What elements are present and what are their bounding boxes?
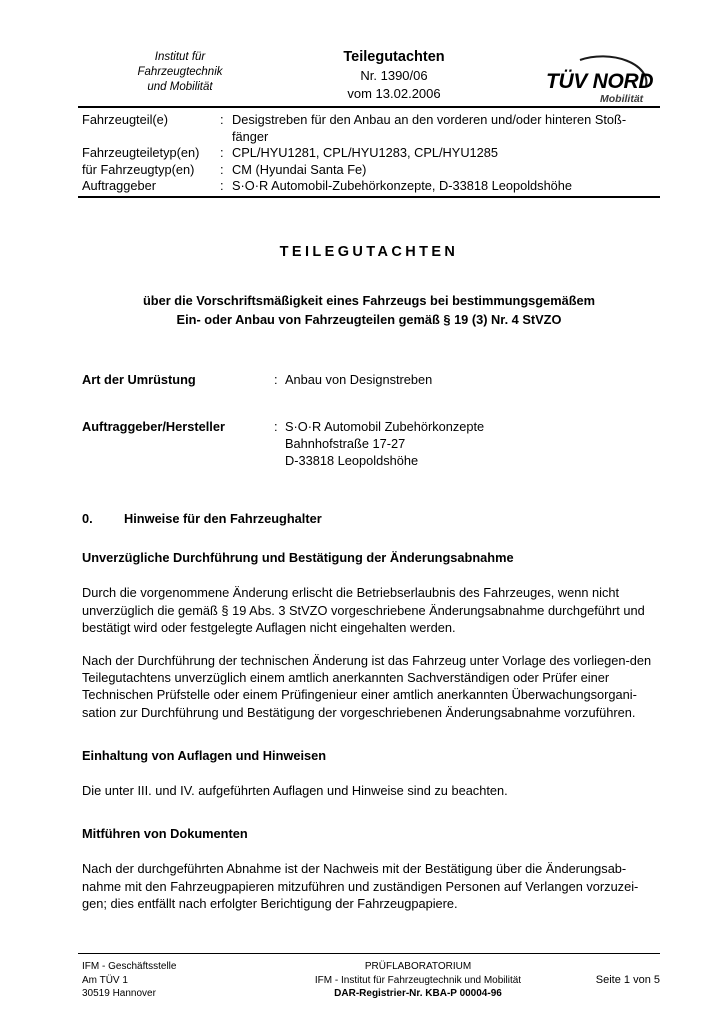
client-manufacturer-row <box>82 418 662 469</box>
row-colon: : <box>220 178 224 193</box>
page-title: TEILEGUTACHTEN <box>279 244 459 260</box>
row-value: CPL/HYU1281, CPL/HYU1283, CPL/HYU1285 <box>232 145 499 160</box>
table-row <box>82 162 662 179</box>
client-name: S·O·R Automobil Zubehörkonzepte <box>285 419 485 434</box>
footer-office-name: IFM - Geschäftsstelle <box>82 961 177 972</box>
subheading-change-inspection: Unverzügliche Durchführung und Bestätigung der Änderungsabnahme <box>82 550 514 566</box>
row-colon: : <box>220 145 224 160</box>
row-value: S·O·R Automobil-Zubehörkonzepte, D-33818 Leopoldshöhe <box>232 178 573 193</box>
institute-name-block <box>100 50 260 95</box>
footer-lab-title: PRÜFLABORATORIUM <box>364 961 472 972</box>
footer-office-city: 30519 Hannover <box>82 988 156 999</box>
table-row <box>82 178 662 195</box>
tuv-nord-logo <box>528 44 660 106</box>
document-body <box>82 510 660 912</box>
row-value: CM (Hyundai Santa Fe) <box>232 161 367 177</box>
client-street: Bahnhofstraße 17-27 <box>285 436 406 451</box>
table-row <box>82 145 662 162</box>
institute-line-2: Fahrzeugtechnik <box>137 66 223 78</box>
row-label: Fahrzeugteiletyp(en) <box>82 145 200 160</box>
paragraph-1: Durch die vorgenommene Änderung erlischt die Betriebserlaubnis des Fahrzeuges, wenn nicht unverzüglich die gemäß § 19 Abs. 3 StVZO vorgeschriebene Änderungsabnahme durchgeführt und bestätigt wird oder festgelegte Auflagen nicht eingehalten werden. <box>82 585 645 635</box>
row-colon: : <box>220 112 224 127</box>
report-title: Teilegutachten <box>343 49 445 65</box>
paragraph-2: Nach der Durchführung der technischen Änderung ist das Fahrzeug unter Vorlage des vorliegen-den Teilegutachtens unverzüglich einem amtlich anerkannten Sachverständigen oder Prüfer einer Technischen Prüfstelle oder einem Prüfingenieur einer amtlich anerkannten Überwachungsorgani-sation zur Durchführung und Bestätigung der vorgeschriebenen Änderungsabnahme vorzuführen. <box>82 653 652 720</box>
footer-rule <box>78 953 660 954</box>
report-number: Nr. 1390/06 <box>360 68 428 83</box>
header-rule-top <box>78 106 660 108</box>
row-colon: : <box>274 372 278 387</box>
page-subtitle <box>78 291 660 329</box>
section-title: Hinweise für den Fahrzeughalter <box>124 511 322 526</box>
row-label: Auftraggeber <box>82 178 156 193</box>
institute-line-1: Institut für <box>154 51 206 63</box>
row-value-continuation: fänger <box>232 128 269 144</box>
document-footer <box>78 960 660 1004</box>
document-header <box>78 46 660 105</box>
subheading-compliance: Einhaltung von Auflagen und Hinweisen <box>82 747 327 763</box>
footer-lab-info <box>258 960 578 1001</box>
conversion-type-value: Anbau von Designstreben <box>285 372 433 387</box>
page-subtitle-line-1: über die Vorschriftsmäßigkeit eines Fahrzeugs bei bestimmungsgemäßem <box>142 293 596 308</box>
page-indicator: Seite 1 von 5 <box>595 974 660 986</box>
institute-line-3: und Mobilität <box>147 81 213 93</box>
header-rule-bottom <box>78 196 660 198</box>
row-colon: : <box>220 161 224 177</box>
subheading-documents: Mitführen von Dokumenten <box>82 826 248 842</box>
client-label: Auftraggeber/Hersteller <box>82 419 225 434</box>
paragraph-3: Die unter III. und IV. aufgeführten Auflagen und Hinweise sind zu beachten. <box>82 783 508 799</box>
table-row <box>82 112 662 129</box>
row-label: für Fahrzeugtyp(en) <box>82 161 195 177</box>
footer-lab-name: IFM - Institut für Fahrzeugtechnik und Mobilität <box>314 974 522 986</box>
vehicle-part-info-table <box>82 112 662 195</box>
paragraph-4: Nach der durchgeführten Abnahme ist der Nachweis mit der Bestätigung über die Änderungsab-nahme mit den Fahrzeugpapieren mitzuführen und zuständigen Personen auf Verlangen vorzuzei-gen; dies entfällt nach erfolgter Berichtigung der Fahrzeugpapiere. <box>82 861 639 911</box>
header-title-block <box>278 48 510 103</box>
report-date: vom 13.02.2006 <box>347 86 441 101</box>
page-subtitle-line-2: Ein- oder Anbau von Fahrzeugteilen gemäß § 19 (3) Nr. 4 StVZO <box>176 312 562 327</box>
footer-office-street: Am TÜV 1 <box>82 974 128 986</box>
section-heading-0 <box>82 510 660 527</box>
svg-text:TÜV NORD: TÜV NORD <box>546 70 654 93</box>
conversion-type-label: Art der Umrüstung <box>82 372 196 387</box>
footer-office-address <box>82 960 262 1001</box>
row-colon: : <box>274 419 278 434</box>
section-number: 0. <box>82 511 93 526</box>
conversion-type-row <box>82 371 662 388</box>
svg-text:Mobilität: Mobilität <box>600 93 644 105</box>
row-value: Desigstreben für den Anbau an den vorderen und/oder hinteren Stoß- <box>232 112 627 127</box>
client-city: D-33818 Leopoldshöhe <box>285 453 419 468</box>
row-label: Fahrzeugteil(e) <box>82 112 169 127</box>
footer-registration-number: DAR-Registrier-Nr. KBA-P 00004-96 <box>334 988 502 999</box>
